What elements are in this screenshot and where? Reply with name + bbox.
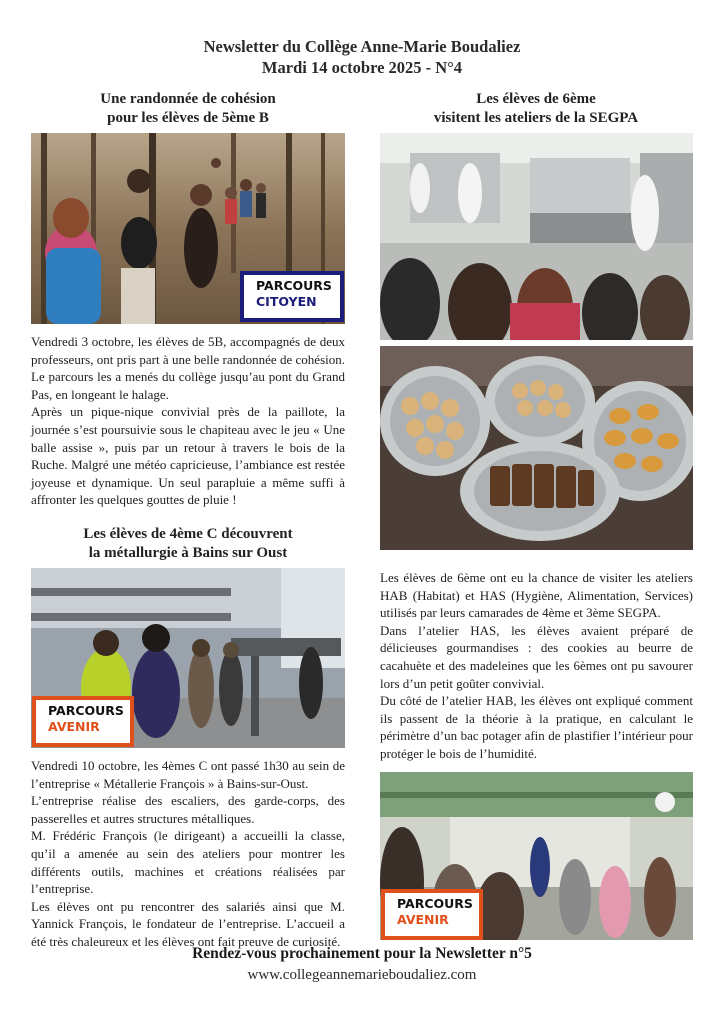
article-paragraph: Après un pique-nique convivial près de la paillote, la journée s’est poursuivie sous le chapiteau avec le jeu « Une balle assise », puis par un retour à travers le bois de la Ruche. Malgré une météo capricieuse, l’ambiance est restée joyeuse et dynamique. Un seul parapluie a même suffi à affronter les quelques gouttes de pluie ! bbox=[31, 404, 345, 508]
newsletter-title: Newsletter du Collège Anne-Marie Boudaliez bbox=[203, 37, 521, 56]
article-title-line: Une randonnée de cohésion bbox=[100, 91, 276, 107]
badge-line1: PARCOURS bbox=[397, 896, 473, 911]
badge-line1: PARCOURS bbox=[256, 278, 332, 293]
article-paragraph: Vendredi 3 octobre, les élèves de 5B, accompagnés de deux professeurs, ont pris part à une belle randonnée de cohésion. Le parcours les a menés du collège jusqu’au pont du Grand Pas, en longeant le halage. bbox=[31, 334, 345, 402]
article-paragraph: Vendredi 10 octobre, les 4èmes C ont passé 1h30 au sein de l’entreprise « Métallerie François » à Bains-sur-Oust. bbox=[31, 758, 345, 791]
photo-segpa-cookies-madeleines bbox=[380, 346, 693, 550]
footer-website-link[interactable]: www.collegeannemarieboudaliez.com bbox=[247, 967, 477, 983]
badge-parcours-avenir-metallurgie bbox=[32, 696, 134, 747]
article-title-line: pour les élèves de 5ème B bbox=[107, 110, 269, 126]
article-title-line: Les élèves de 4ème C découvrent bbox=[83, 526, 293, 542]
article-title-randonnee bbox=[30, 90, 346, 128]
pastries-trays-image bbox=[380, 346, 693, 550]
article-paragraph: Les élèves ont pu rencontrer des salariés ainsi que M. Yannick François, le fondateur de l’entreprise. L’accueil a été très chaleureux et les élèves ont fait preuve de curiosité. bbox=[31, 898, 345, 949]
article-body-randonnee bbox=[31, 333, 345, 509]
article-body-metallurgie bbox=[31, 757, 345, 951]
article-title-metallurgie bbox=[30, 525, 346, 563]
badge-parcours-avenir-segpa bbox=[381, 889, 483, 940]
newsletter-date-issue: Mardi 14 octobre 2025 - N°4 bbox=[261, 58, 463, 77]
article-title-line: visitent les ateliers de la SEGPA bbox=[433, 110, 639, 126]
kitchen-visit-image bbox=[380, 133, 693, 340]
article-paragraph: M. Frédéric François (le dirigeant) a accueilli la classe, qu’il a amenée au sein des ateliers pour montrer les différents outils, machines et créations réalisées par l’entreprise. bbox=[31, 828, 345, 897]
article-paragraph: Du côté de l’atelier HAB, les élèves ont expliqué comment ils passent de la théorie à la pratique, en calculant le périmètre d’un bac potager afin de plastifier l’intérieur pour protéger le bois de l’humidité. bbox=[380, 693, 693, 761]
article-paragraph: Les élèves de 6ème ont eu la chance de visiter les ateliers HAB (Habitat) et HAS (Hygiène, Alimentation, Services) utilisés par leurs camarades de 4ème et 3ème SEGPA. bbox=[380, 570, 693, 621]
footer-next-issue: Rendez-vous prochainement pour la Newsletter n°5 bbox=[192, 945, 532, 962]
article-title-line: la métallurgie à Bains sur Oust bbox=[88, 545, 288, 561]
article-paragraph: L’entreprise réalise des escaliers, des garde-corps, des passerelles et autres structures métalliques. bbox=[31, 793, 345, 826]
article-title-line: Les élèves de 6ème bbox=[476, 91, 596, 107]
badge-parcours-citoyen bbox=[240, 271, 344, 322]
article-paragraph: Dans l’atelier HAS, les élèves avaient préparé de délicieuses gourmandises : des cookies au beurre de cacahuète et des madeleines que les 6èmes ont pu savourer lors d’un petit goûter convivial. bbox=[380, 622, 693, 691]
badge-line2: CITOYEN bbox=[256, 294, 317, 309]
article-body-segpa bbox=[380, 569, 693, 763]
badge-line2: AVENIR bbox=[48, 719, 100, 734]
badge-line1: PARCOURS bbox=[48, 703, 124, 718]
badge-line2: AVENIR bbox=[397, 912, 449, 927]
article-title-segpa bbox=[378, 90, 694, 128]
photo-segpa-kitchen bbox=[380, 133, 693, 340]
